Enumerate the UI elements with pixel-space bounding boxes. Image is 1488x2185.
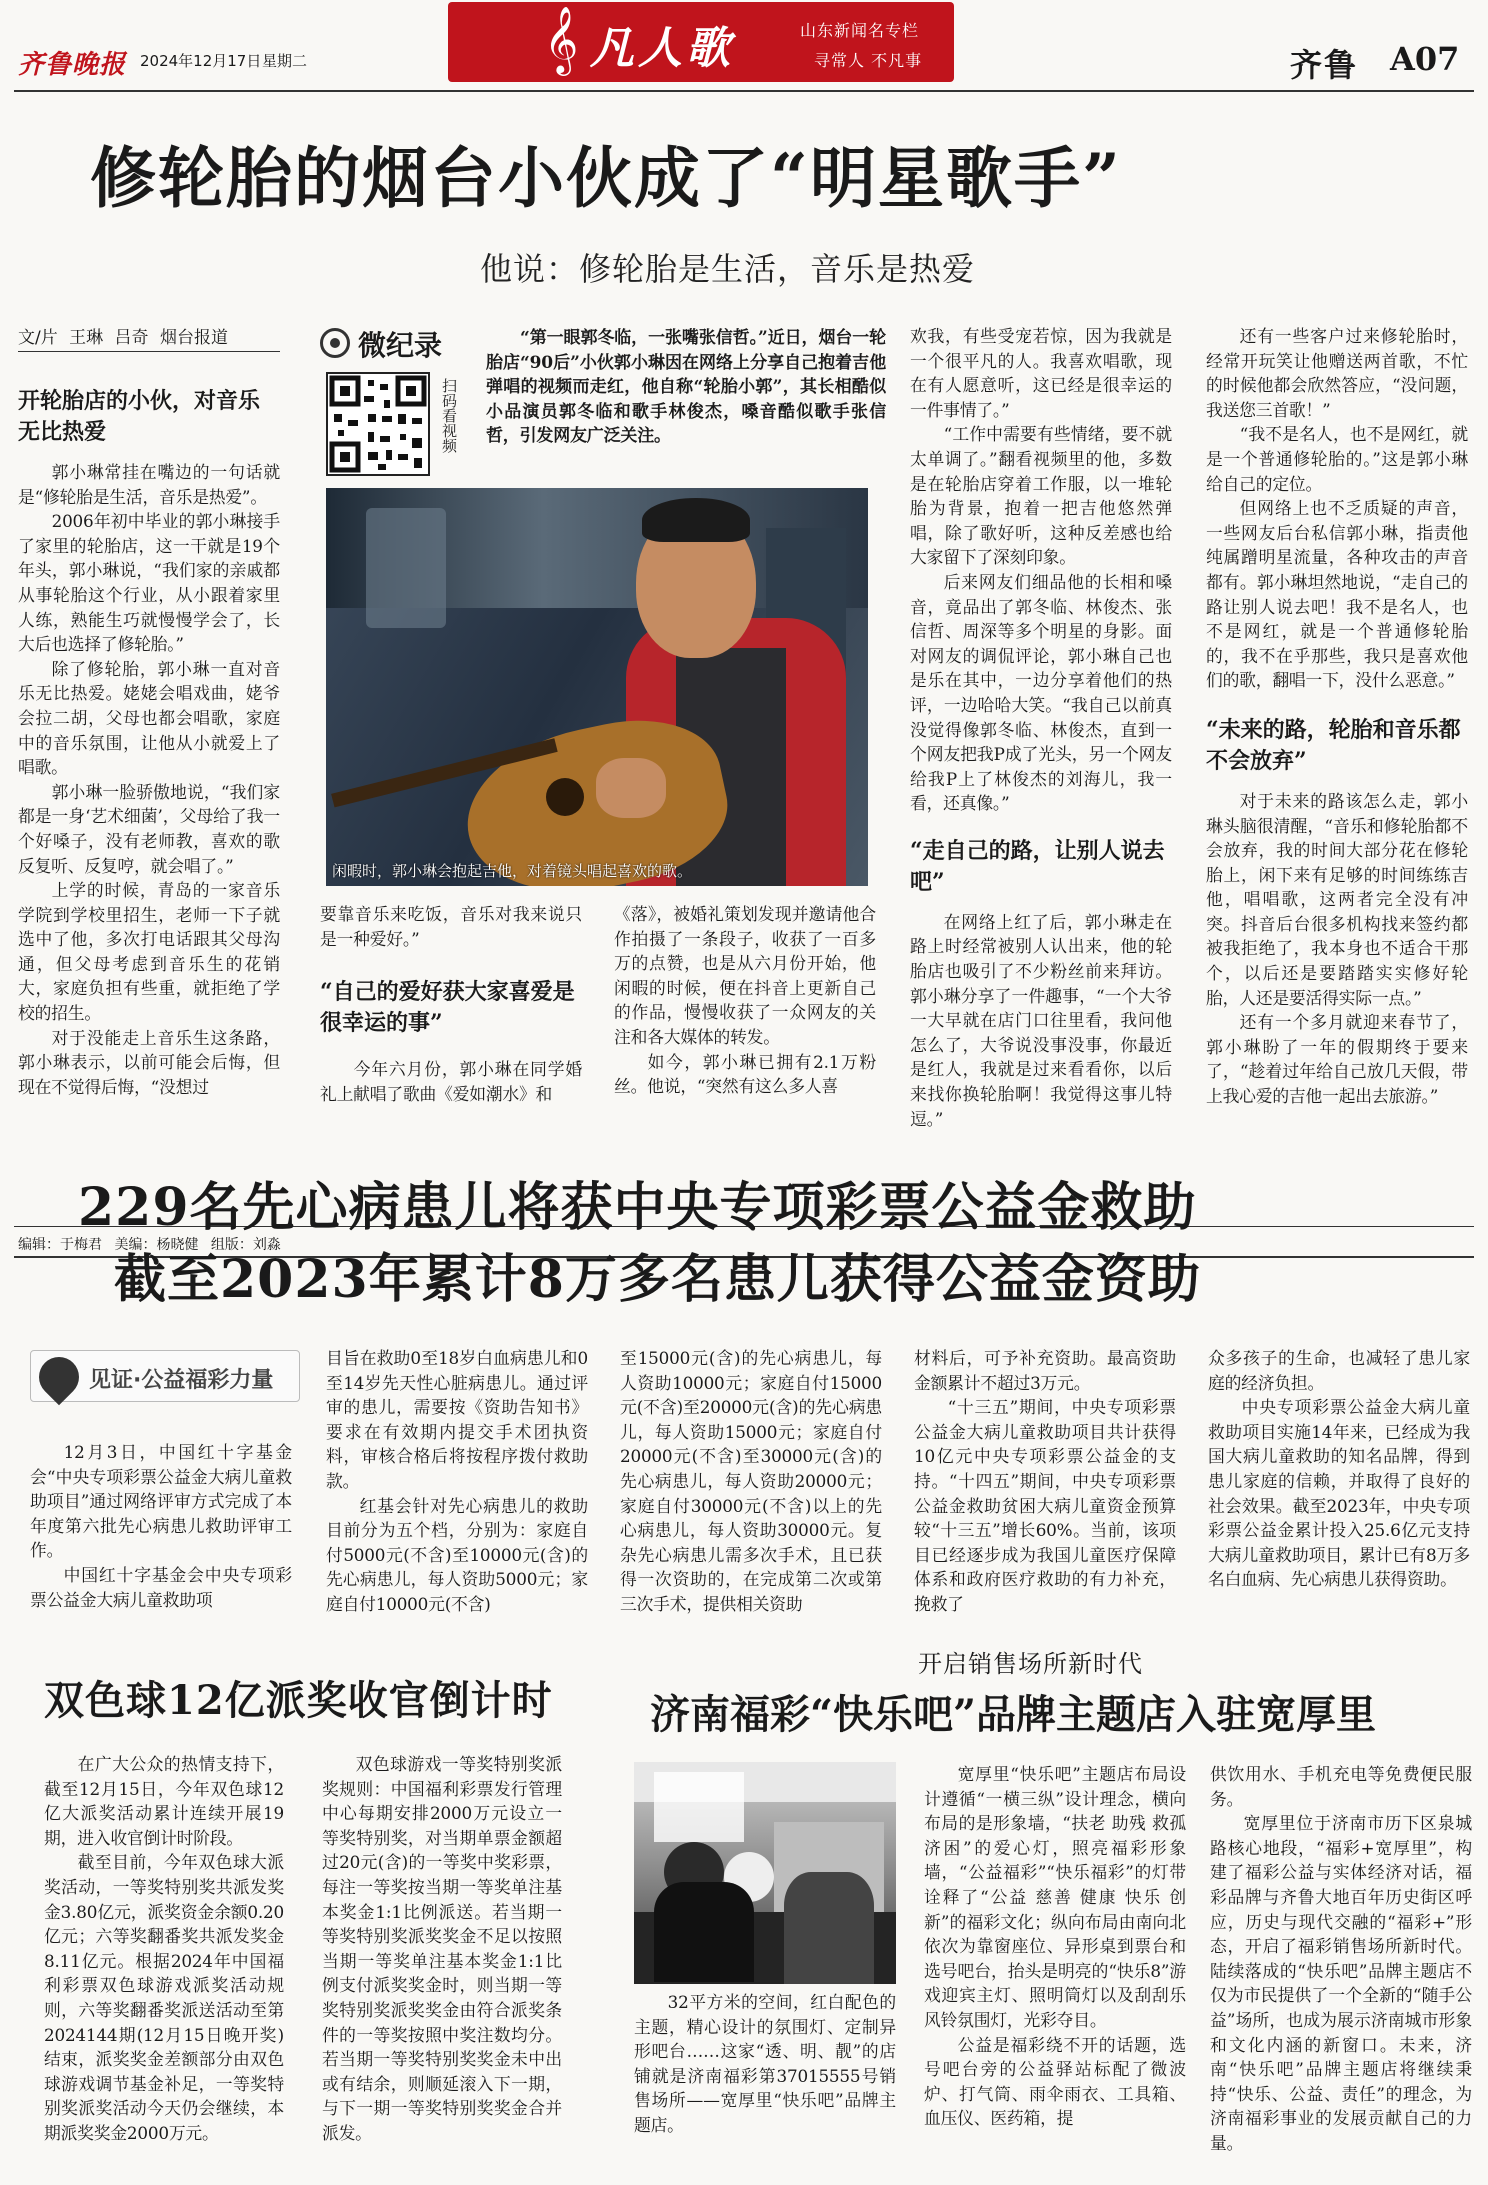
micro-label-text: 微纪录 (358, 329, 443, 362)
camera-icon (320, 328, 350, 358)
headline-double-color-ball: 双色球12亿派奖收官倒计时 (44, 1677, 553, 1724)
article1-paragraph: 但网络上也不乏质疑的声音，一些网友后台私信郭小琳，指责他纯属蹭明星流量，各种攻击的声音都有。郭小琳坦然地说，“走自己的路让别人说去吧！我不是名人，也不是网红，就是一个普通修轮胎的，我不在乎那些，我只是喜欢他们的歌，翻唱一下，没什么恶意。” (1206, 498, 1468, 691)
heart-logo-icon (31, 1349, 88, 1406)
issue-weekday: 星期二 (262, 52, 308, 70)
article1-paragraph: 如今，郭小琳已拥有2.1万粉丝。他说，“突然有这么多人喜 (614, 1051, 876, 1097)
article4-column-2 (924, 1762, 1186, 2180)
article2-paragraph: 中国红十字基金会中央专项彩票公益金大病儿童救助项 (30, 1564, 292, 1610)
article2-column-1 (30, 1440, 292, 1640)
qr-code[interactable] (326, 372, 430, 476)
article2-paragraph: 众多孩子的生命，也减轻了患儿家庭的经济负担。 (1208, 1348, 1470, 1393)
store-photo (634, 1762, 896, 1984)
article2-column-5 (1208, 1346, 1470, 1636)
article3-paragraph: 在广大公众的热情支持下，截至12月15日，今年双色球12亿大派奖活动累计连续开展19期，进入收官倒计时阶段。 (44, 1754, 284, 1848)
article2-paragraph: 目旨在救助0至18岁白血病患儿和0至14岁先天性心脏病患儿。通过评审的患儿，需要按《资助告知书》要求在有效期内提交手术团执资料，审核合格后将按程序拨付救助款。 (326, 1348, 588, 1491)
article1-paragraph: 还有一个多月就迎来春节了，郭小琳盼了一年的假期终于要来了，“趁着过年给自己放几天假，带上我心爱的吉他一起出去旅游。” (1206, 1012, 1468, 1107)
article1-paragraph: 郭小琳常挂在嘴边的一句话就是“修轮胎是生活，音乐是热爱”。 (18, 462, 280, 507)
welfare-logo-text: 见证·公益福彩力量 (89, 1368, 274, 1393)
article2-paragraph: 至15000元(含)的先心病患儿，每人资助10000元；家庭自付15000元(不含)至20000元(含)的先心病患儿，每人资助15000元；家庭自付20000元(不含)至30000元(含)的先心病患儿，每人资助20000元；家庭自付30000元(不含)以上的先心病患儿，每人资助30000元。复杂先心病患儿需多次手术，且已获得一次资助的，在完成第二次或第三次手术，提供相关资助 (620, 1348, 882, 1614)
article4-paragraph: 供饮用水、手机充电等免费便民服务。 (1210, 1764, 1472, 1809)
headline-heart-disease-aid-2: 截至2023年累计8万多名患儿获得公益金资助 (114, 1249, 1201, 1310)
article1-paragraph: 后来网友们细品他的长相和嗓音，竟品出了郭冬临、林俊杰、张信哲、周深等多个明星的身影。面对网友的调侃评论，郭小琳自己也是乐在其中，一边分享着他们的热评，一边哈哈大笑。“我自己以前真没觉得像郭冬临、林俊杰，直到一个网友把我P成了光头，另一个网友给我P上了林俊杰的刘海儿，我一看，还真像。” (910, 571, 1172, 814)
column-title: 凡人歌 (590, 23, 734, 74)
article4-column-3 (1210, 1762, 1472, 2180)
article1-column-2 (320, 902, 582, 1222)
article1-paragraph: 上学的时候，青岛的一家音乐学院到学校里招生，老师一下子就选中了他，多次打电话跟其父母沟通，但父母考虑到音乐生的花销大，家庭负担有些重，就拒绝了学校的招生。 (18, 880, 280, 1024)
article1-paragraph: 对于没能走上音乐生这条路，郭小琳表示，以前可能会后悔，但现在不觉得后悔，“没想过 (18, 1027, 280, 1097)
micro-documentary-label (320, 324, 470, 360)
article1-column-4 (910, 324, 1172, 1220)
masthead-paper-name: 齐鲁晚报 (18, 50, 127, 80)
section-name: 齐鲁 (1290, 46, 1359, 84)
article1-subhead-1: 开轮胎店的小伙，对音乐无比热爱 (18, 388, 261, 445)
article4-kicker: 开启销售场所新时代 (918, 1650, 1143, 1678)
headline-tire-singer: 修轮胎的烟台小伙成了“明星歌手” (90, 139, 1122, 217)
qr-caption: 扫码看视频 (440, 378, 458, 453)
article2-column-2 (326, 1346, 588, 1636)
column-banner (448, 2, 954, 82)
article1-paragraph: 除了修轮胎，郭小琳一直对音乐无比热爱。姥姥会唱戏曲，姥爷会拉二胡，父母也都会唱歌，家庭中的音乐氛围，让他从小就爱上了唱歌。 (18, 658, 280, 778)
headline-heart-disease-aid: 229名先心病患儿将获中央专项彩票公益金救助 (78, 1177, 1197, 1238)
issue-date: 2024年12月17日 (140, 52, 262, 70)
byline: 文/片 王琳 吕奇 烟台报道 (18, 323, 280, 352)
article1-subhead-2: “自己的爱好获大家喜爱是很幸运的事” (320, 979, 575, 1037)
article1-paragraph: 要靠音乐来吃饭，音乐对我来说只是一种爱好。” (320, 904, 582, 949)
qr-code-icon (328, 374, 428, 474)
article3-column-2 (322, 1752, 562, 2172)
page-number: A07 (1390, 40, 1460, 78)
article2-column-3 (620, 1346, 882, 1636)
article1-paragraph: “我不是名人，也不是网红，就是一个普通修轮胎的。”这是郭小琳给自己的定位。 (1206, 424, 1468, 494)
store-photo-caption-text: 32平方米的空间，红白配色的主题，精心设计的氛围灯、定制异形吧台……这家“透、明、靓”的店铺就是济南福彩第37015555号销售场所——宽厚里“快乐吧”品牌主题店。 (634, 1992, 896, 2135)
article2-column-4 (914, 1346, 1176, 1636)
headline-happy-bar-store: 济南福彩“快乐吧”品牌主题店入驻宽厚里 (650, 1691, 1377, 1738)
article1-subhead-3: “走自己的路，让别人说去吧” (910, 837, 1165, 895)
article2-paragraph: 材料后，可予补充资助。最高资助金额累计不超过3万元。 (914, 1348, 1176, 1393)
article1-column-1 (18, 360, 280, 1220)
article1-paragraph: 今年六月份，郭小琳在同学婚礼上献唱了歌曲《爱如潮水》和 (320, 1059, 582, 1104)
article1-paragraph: 《落》，被婚礼策划发现并邀请他合作拍摄了一条段子，收获了一百多万的点赞，也是从六月份开始，他闲暇的时候，便在抖音上更新自己的作品，慢慢收获了一众网友的关注和各大媒体的转发。 (614, 904, 876, 1047)
header-rule (14, 90, 1474, 92)
article2-paragraph: 红基会针对先心病患儿的救助目前分为五个档，分别为：家庭自付5000元(不含)至10000元(含)的先心病患儿，每人资助5000元；家庭自付10000元(不含) (326, 1495, 588, 1614)
article1-paragraph: 欢我，有些受宠若惊，因为我就是一个很平凡的人。我喜欢唱歌，现在有人愿意听，这已经是很幸运的一件事情了。” (910, 326, 1172, 420)
article1-paragraph: 2006年初中毕业的郭小琳接手了家里的轮胎店，这一干就是19个年头，郭小琳说，“我们家的亲戚都从事轮胎这个行业，从小跟着家里人练，熟能生巧就慢慢学会了，长大后也选择了修轮胎。” (18, 511, 280, 655)
article1-paragraph: 郭小琳一脸骄傲地说，“我们家都是一身‘艺术细菌’，父母给了我一个好嗓子，没有老师教，喜欢的歌反复听、反复哼，就会唱了。” (18, 781, 280, 876)
article3-paragraph: 截至目前，今年双色球大派奖活动，一等奖特别奖共派发奖金3.80亿元，派奖资金余额0.20亿元；六等奖翻番奖共派发奖金8.11亿元。根据2024年中国福利彩票双色球游戏派奖活动规则，六等奖翻番奖派送活动至第2024144期(12月15日晚开奖)结束，派奖奖金差额部分由双色球游戏调节基金补足，一等奖特别奖派奖活动今天仍会继续，本期派奖奖金2000万元。 (44, 1852, 284, 2143)
article1-lead (486, 326, 886, 476)
article1-paragraph: “工作中需要有些情绪，要不就太单调了。”翻看视频里的他，多数是在轮胎店穿着工作服，以一堆轮胎为背景，抱着一把吉他悠然弹唱，除了歌好听，这种反差感也给大家留下了深刻印象。 (910, 424, 1172, 568)
welfare-lottery-logo (30, 1350, 300, 1402)
article1-column-5 (1206, 324, 1468, 1220)
article2-paragraph: 中央专项彩票公益金大病儿童救助项目实施14年来，已经成为我国大病儿童救助的知名品牌，得到患儿家庭的信赖，并取得了良好的社会效果。截至2023年，中央专项彩票公益金累计投入25.6亿元支持大病儿童救助项目，累计已有8万多名白血病、先心病患儿获得资助。 (1208, 1397, 1470, 1590)
article2-paragraph: 12月3日，中国红十字基金会“中央专项彩票公益金大病儿童救助项目”通过网络评审方式完成了本年度第六批先心病患儿救助评审工作。 (30, 1442, 292, 1561)
column-motto: 寻常人 不凡事 (814, 51, 923, 70)
article1-column-3 (614, 902, 876, 1222)
article4-paragraph: 公益是福彩绕不开的话题，选号吧台旁的公益驿站标配了微波炉、打气筒、雨伞雨衣、工具箱、血压仪、医药箱，提 (924, 2034, 1186, 2129)
column-tag: 山东新闻名专栏 (800, 21, 920, 40)
music-note-icon: 𝄞 (544, 5, 579, 73)
article1-paragraph: 还有一些客户过来修轮胎时，经常开玩笑让他赠送两首歌，不忙的时候他都会欣然答应，“没问题，我送您三首歌！” (1206, 326, 1468, 420)
article1-lead-text: “第一眼郭冬临，一张嘴张信哲。”近日，烟台一轮胎店“90后”小伙郭小琳因在网络上分享自己抱着吉他弹唱的视频而走红，他自称“轮胎小郭”，其长相酷似小品演员郭冬临和歌手林俊杰，嗓音酷似歌手张信哲，引发网友广泛关注。 (486, 328, 886, 446)
subheadline-tire-singer: 他说：修轮胎是生活，音乐是热爱 (480, 250, 976, 288)
article2-paragraph: “十三五”期间，中央专项彩票公益金大病儿童救助项目共计获得10亿元中央专项彩票公益金的支持。“十四五”期间，中央专项彩票公益金救助贫困大病儿童资金预算较“十三五”增长60%。当前，该项目已经逐步成为我国儿童医疗保障体系和政府医疗救助的有力补充，挽救了 (914, 1397, 1176, 1614)
article3-paragraph: 双色球游戏一等奖特别奖派奖规则：中国福利彩票发行管理中心每期安排2000万元设立一等奖特别奖，对当期单票金额超过20元(含)的一等奖中奖彩票，每注一等奖按当期一等奖单注基本奖金1:1比例派送。若当期一等奖特别奖派奖奖金不足以按照当期一等奖单注基本奖金1:1比例支付派奖奖金时，则当期一等奖特别奖派奖奖金由符合派奖条件的一等奖按照中奖注数均分。若当期一等奖特别奖奖金未中出或有结余，则顺延滚入下一期，与下一期一等奖特别奖奖金合并派发。 (322, 1754, 562, 2143)
article4-paragraph: 宽厚里“快乐吧”主题店布局设计遵循“一横三纵”设计理念，横向布局的是形象墙，“扶老 助残 救孤 济困”的爱心灯，照亮福彩形象墙，“公益福彩”“快乐福彩”的灯带诠释了“公益 慈善 健康 快乐 创新”的福彩文化；纵向布局由南向北依次为靠窗座位、异形桌到票台和选号吧台，抬头是明亮的“快乐8”游戏迎宾主灯、照明筒灯以及刮刮乐风铃氛围灯，光彩夺目。 (924, 1764, 1186, 2030)
article4-paragraph: 宽厚里位于济南市历下区泉城路核心地段，“福彩+宽厚里”，构建了福彩公益与实体经济对话，福彩品牌与齐鲁大地百年历史街区呼应，历史与现代交融的“福彩+”形态，开启了福彩销售场所新时代。陆续落成的“快乐吧”品牌主题店不仅为市民提供了一个全新的“随手公益”场所，也成为展示济南城市形象和文化内涵的新窗口。未来，济南“快乐吧”品牌主题店将继续秉持“快乐、公益、责任”的理念，为济南福彩事业的发展贡献自己的力量。 (1210, 1813, 1472, 2153)
store-photo-caption (634, 1990, 896, 2180)
article3-column-1 (44, 1752, 284, 2172)
article1-paragraph: 在网络上红了后，郭小琳走在路上时经常被别人认出来，他的轮胎店也吸引了不少粉丝前来拜访。郭小琳分享了一件趣事，“一个大爷一大早就在店门口往里看，我问他怎么了，大爷说没事没事，你最近是红人，我就是过来看看你，以后来找你换轮胎啊！我觉得这事儿特逗。” (910, 911, 1172, 1129)
article1-subhead-4: “未来的路，轮胎和音乐都不会放弃” (1206, 716, 1461, 774)
singer-photo (326, 488, 868, 886)
editor-credits: 编辑：于梅君 美编：杨晓健 组版：刘淼 (18, 1237, 281, 1253)
photo-caption: 闲暇时，郭小琳会抱起吉他，对着镜头唱起喜欢的歌。 (332, 862, 693, 880)
article1-paragraph: 对于未来的路该怎么走，郭小琳头脑很清醒，“音乐和修轮胎都不会放弃，我的时间大部分花在修轮胎上，闲下来有足够的时间练练吉他，唱唱歌，这两者完全没有冲突。抖音后台很多机构找来签约都被我拒绝了，我本身也不适合干那个，以后还是要踏踏实实修好轮胎，人还是要活得实际一点。” (1206, 790, 1468, 1008)
